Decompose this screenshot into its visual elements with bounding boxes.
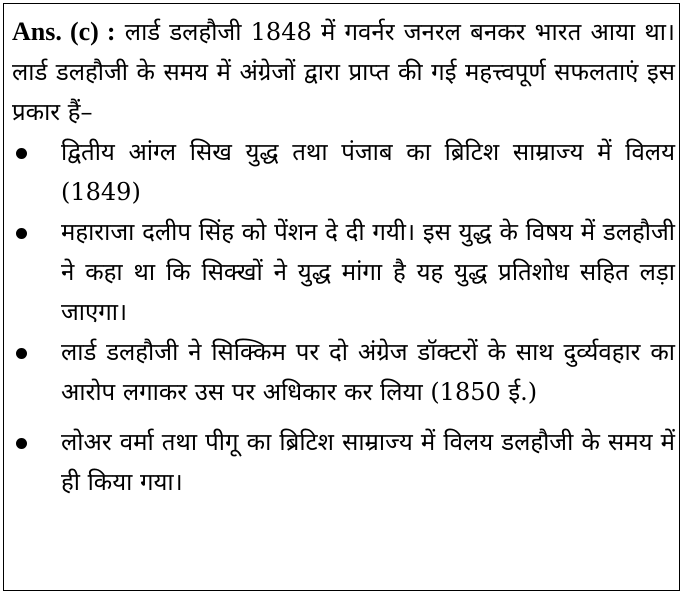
answer-content bbox=[12, 12, 679, 502]
list-item bbox=[12, 132, 675, 212]
list-item-text: महाराजा दलीप सिंह को पेंशन दे दी गयी। इस युद्ध के विषय में डलहौजी ने कहा था कि सिक्खों ने युद्ध मांगा है यह युद्ध प्रतिशोध सहित लड़ा जाएगा। bbox=[61, 218, 675, 326]
list-item-text: द्वितीय आंग्ल सिख युद्ध तथा पंजाब का ब्रिटिश साम्राज्य में विलय (1849) bbox=[61, 138, 675, 206]
bullet-icon bbox=[16, 438, 27, 449]
list-item-text: लार्ड डलहौजी ने सिक्किम पर दो अंग्रेज डॉक्टरों के साथ दुर्व्यवहार का आरोप लगाकर उस पर अधिकार कर लिया (1850 ई.) bbox=[61, 338, 675, 406]
list-item-text: लोअर वर्मा तथा पीगू का ब्रिटिश साम्राज्य में विलय डलहौजी के समय में ही किया गया। bbox=[61, 428, 675, 496]
bullet-icon bbox=[16, 348, 27, 359]
bullet-list bbox=[12, 132, 679, 502]
list-item bbox=[12, 332, 675, 412]
answer-label: Ans. (c) : bbox=[12, 17, 116, 46]
bullet-icon bbox=[16, 148, 27, 159]
list-item bbox=[12, 212, 675, 332]
answer-box bbox=[3, 3, 680, 591]
bullet-icon bbox=[16, 228, 27, 239]
answer-intro bbox=[12, 12, 675, 132]
list-item bbox=[12, 422, 675, 502]
answer-intro-text: लार्ड डलहौजी 1848 में गवर्नर जनरल बनकर भारत आया था। लार्ड डलहौजी के समय में अंग्रेजों द्वारा प्राप्त की गई महत्त्वपूर्ण सफलताएं इस प्रकार हैं– bbox=[12, 18, 676, 126]
